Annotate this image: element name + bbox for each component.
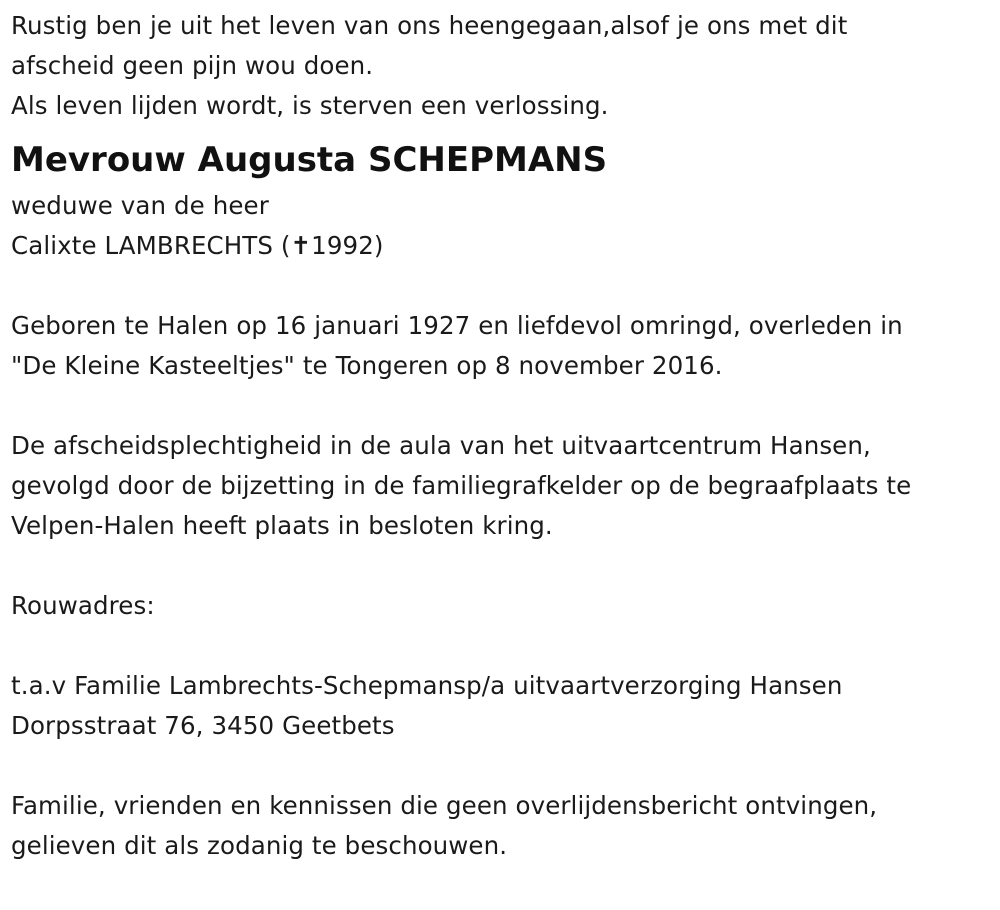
spacer xyxy=(11,386,1000,426)
spacer xyxy=(11,266,1000,306)
address-line-1: t.a.v Familie Lambrechts-Schepmansp/a uitvaartverzorging Hansen xyxy=(11,671,843,700)
spacer xyxy=(11,626,1000,666)
spacer xyxy=(11,746,1000,786)
relation-block xyxy=(11,186,1000,266)
ceremony-line-1: De afscheidsplechtigheid in de aula van het uitvaartcentrum Hansen, xyxy=(11,431,871,460)
relation-line-1: weduwe van de heer xyxy=(11,191,269,220)
spacer xyxy=(11,546,1000,586)
intro-line-2: afscheid geen pijn wou doen. xyxy=(11,51,374,80)
deceased-name: Mevrouw Augusta SCHEPMANS xyxy=(11,140,608,180)
birth-death-paragraph xyxy=(11,306,1000,386)
ceremony-paragraph xyxy=(11,426,1000,546)
intro-line-1: Rustig ben je uit het leven van ons heengegaan,alsof je ons met dit xyxy=(11,11,848,40)
address-label: Rouwadres: xyxy=(11,591,155,620)
relation-line-2: Calixte LAMBRECHTS (✝1992) xyxy=(11,231,384,260)
closing-line-2: gelieven dit als zodanig te beschouwen. xyxy=(11,831,508,860)
intro-verse xyxy=(11,6,1000,126)
address-block xyxy=(11,666,1000,746)
address-line-2: Dorpsstraat 76, 3450 Geetbets xyxy=(11,711,395,740)
ceremony-line-2: gevolgd door de bijzetting in de familiegrafkelder op de begraafplaats te xyxy=(11,471,912,500)
closing-paragraph xyxy=(11,786,1000,866)
birth-death-line-1: Geboren te Halen op 16 januari 1927 en liefdevol omringd, overleden in xyxy=(11,311,903,340)
birth-death-line-2: "De Kleine Kasteeltjes" te Tongeren op 8 november 2016. xyxy=(11,351,723,380)
closing-line-1: Familie, vrienden en kennissen die geen overlijdensbericht ontvingen, xyxy=(11,791,878,820)
ceremony-line-3: Velpen-Halen heeft plaats in besloten kring. xyxy=(11,511,553,540)
intro-line-3: Als leven lijden wordt, is sterven een verlossing. xyxy=(11,91,609,120)
